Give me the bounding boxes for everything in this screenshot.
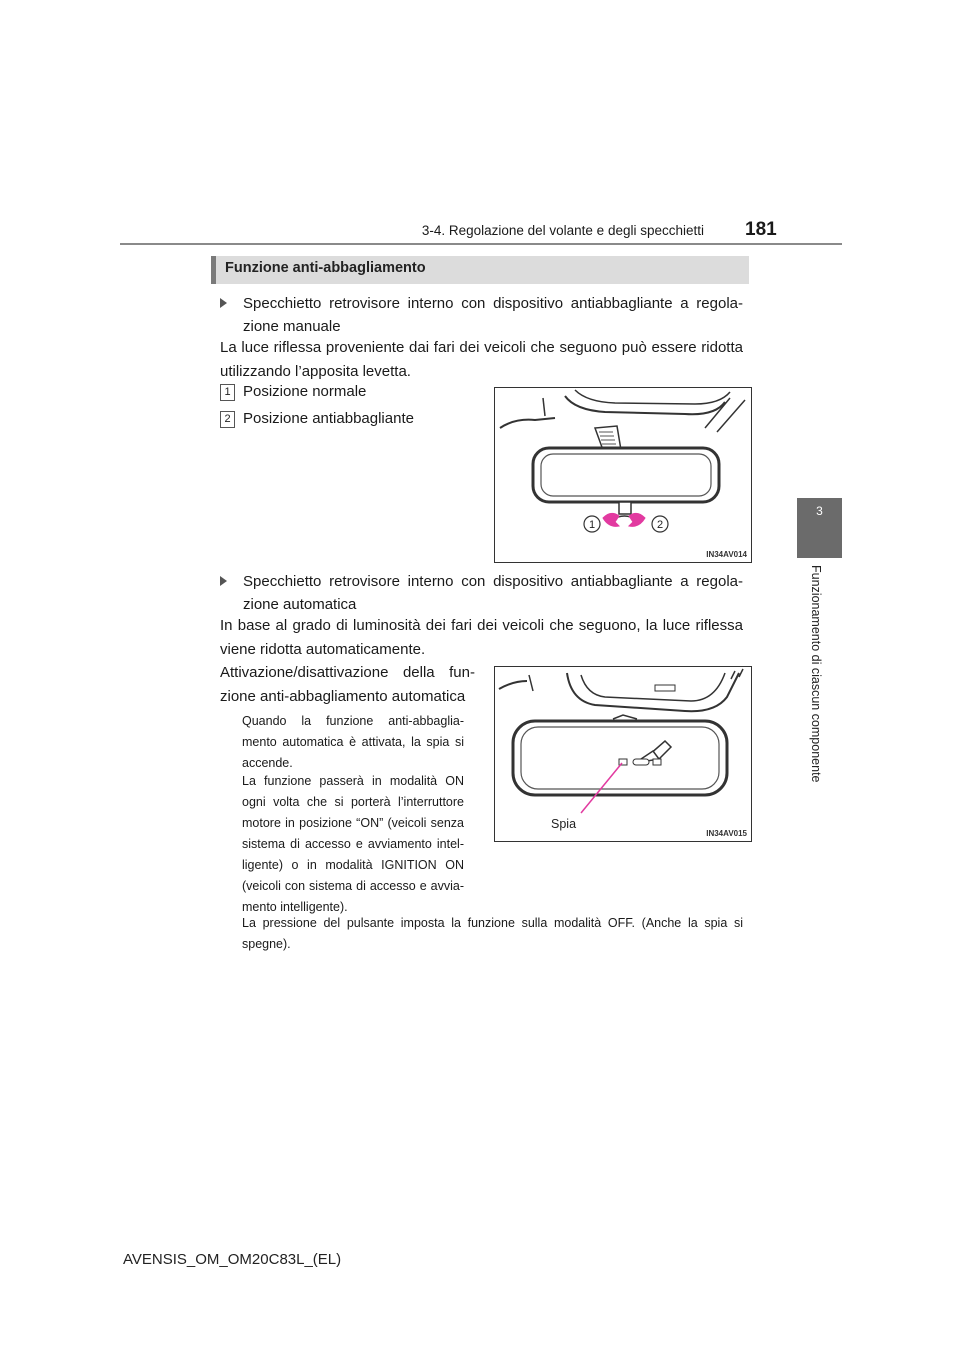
figure-code: IN34AV014: [706, 550, 747, 559]
running-header: [414, 222, 704, 240]
auto-note-mode: La funzione passerà in modalità ON ogni volta che si porterà l’interruttore motore in posizione “ON” (veicoli senza sistema di accesso e avviamento intel-ligente) o in modalità IGNITION ON (veicoli con sistema di accesso e avvia-mento intelligente).: [242, 774, 464, 914]
indicator-label: Spia: [551, 817, 577, 831]
auto-note-indicator: Quando la funzione anti-abbaglia-mento automatica è attivata, la spia si accende.: [242, 714, 464, 770]
manual-mirror-figure: [494, 387, 752, 563]
item-label-normal: Posizione normale: [243, 383, 367, 400]
auto-mirror-illustration: [495, 667, 751, 841]
item-number-1: 1: [220, 384, 235, 401]
section-title: Funzione anti-abbagliamento: [225, 260, 426, 276]
page-number: 181: [745, 219, 777, 240]
auto-mirror-heading: Specchietto retrovisore interno con dispositivo antiabbagliante a regola-zione automatica: [220, 570, 743, 616]
callout-1: 1: [588, 519, 596, 531]
header-divider: [120, 243, 842, 245]
document-code: AVENSIS_OM_OM20C83L_(EL): [123, 1251, 342, 1268]
chapter-number: 3: [816, 504, 823, 518]
section-accent: [211, 256, 216, 284]
chapter-label: Funzionamento di ciascun componente: [809, 565, 823, 783]
triangle-bullet-icon: [220, 298, 227, 308]
item-number-2: 2: [220, 411, 235, 428]
manual-mirror-illustration: [495, 388, 751, 562]
manual-mirror-description: La luce riflessa proveniente dai fari dei veicoli che seguono può essere ridotta utilizzando l’apposita levetta.: [220, 339, 743, 380]
item-label-antiglare: Posizione antiabbagliante: [243, 410, 414, 427]
manual-mirror-heading: Specchietto retrovisore interno con dispositivo antiabbagliante a regola-zione manuale: [220, 292, 743, 338]
section-heading-bar: [211, 256, 749, 284]
auto-mirror-figure: [494, 666, 752, 842]
auto-note-off: La pressione del pulsante imposta la funzione sulla modalità OFF. (Anche la spia si spegne).: [242, 916, 743, 951]
callout-2: 2: [656, 519, 664, 531]
header-section-title: 3-4. Regolazione del volante e degli specchietti: [421, 223, 704, 238]
chapter-tab: [797, 498, 842, 558]
chapter-label-wrap: [796, 565, 836, 783]
figure-code: IN34AV015: [706, 829, 747, 838]
auto-mirror-description: In base al grado di luminosità dei fari dei veicoli che seguono, la luce riflessa viene ridotta automaticamente.: [220, 617, 743, 658]
auto-toggle-title: Attivazione/disattivazione della fun-zione anti-abbagliamento automatica: [220, 664, 475, 705]
triangle-bullet-icon: [220, 576, 227, 586]
